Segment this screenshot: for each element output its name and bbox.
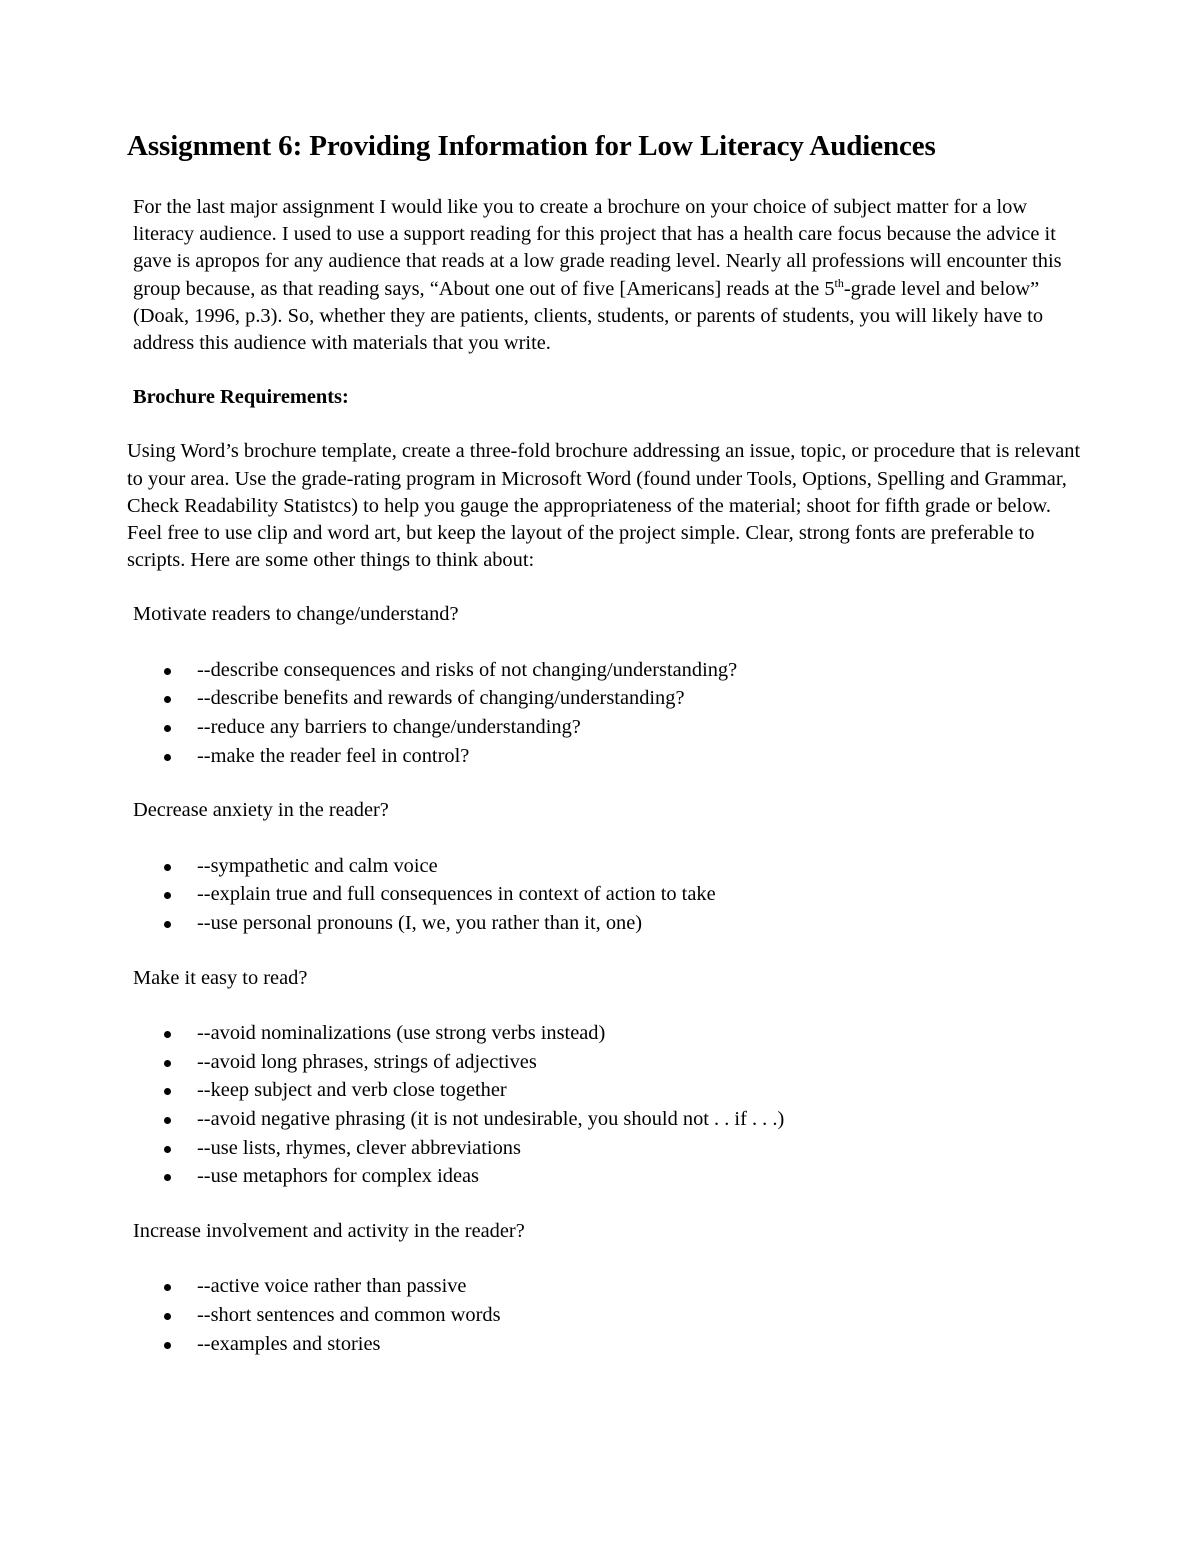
list-item-text: --avoid negative phrasing (it is not undesirable, you should not . . if . . .) [197,1108,785,1131]
list-item [127,1105,1082,1134]
bullet-icon [164,668,171,675]
list-item [127,1162,1082,1191]
list-item [127,1272,1082,1301]
list-item [127,1134,1082,1163]
section-list-motivate [127,656,1082,771]
requirements-paragraph: Using Word’s brochure template, create a three-fold brochure addressing an issue, topic, or procedure that is relevant to your area. Use the grade-rating program in Microsoft Word (found under Tools, Options, Spelling and Grammar, Check Readability Statistcs) to help you gauge the appropriateness of the material; shoot for fifth grade or below. Feel free to use clip and word art, but keep the layout of the project simple. Clear, strong fonts are preferable to scripts. Here are some other things to think about: [127,440,1081,572]
bullet-icon [164,725,171,732]
bullet-icon [164,1342,171,1349]
list-item-text: --avoid nominalizations (use strong verbs instead) [197,1021,606,1044]
list-item [127,1048,1082,1077]
intro-superscript: th [834,275,844,290]
list-item-text: --use metaphors for complex ideas [197,1165,479,1188]
list-item [127,713,1082,742]
list-item-text: --sympathetic and calm voice [197,854,438,877]
section-list-anxiety [127,852,1082,938]
list-item-text: --active voice rather than passive [197,1275,467,1298]
list-item-text: --describe benefits and rewards of changing/understanding? [197,687,685,710]
bullet-icon [164,1117,171,1124]
section-heading-anxiety: Decrease anxiety in the reader? [133,799,389,822]
list-item [127,1076,1082,1105]
bullet-icon [164,1284,171,1291]
list-item [127,656,1082,685]
list-item [127,909,1082,938]
list-item [127,684,1082,713]
intro-text-before: For the last major assignment I would like you to create a brochure on your choice of subject matter for a low literacy audience. I used to use a support reading for this project that has a health care focus because the advice it gave is apropos for any audience that reads at a low grade reading level. Nearly all professions will encounter this group because, as that reading says, “About one out of five [Americans] reads at the 5 [133,196,1062,300]
bullet-icon [164,1060,171,1067]
bullet-icon [164,1146,171,1153]
bullet-icon [164,1174,171,1181]
bullet-icon [164,754,171,761]
list-item-text: --make the reader feel in control? [197,744,470,767]
section-heading-easy-to-read: Make it easy to read? [133,966,308,989]
document-title: Assignment 6: Providing Information for Low Literacy Audiences [127,130,936,162]
list-item-text: --avoid long phrases, strings of adjectives [197,1050,537,1073]
intro-text-after: -grade level and below” (Doak, 1996, p.3). So, whether they are patients, clients, students, or parents of students, you will likely have to address this audience with materials that you write. [133,277,1044,355]
section-heading-motivate: Motivate readers to change/understand? [133,603,459,626]
list-item-text: --use lists, rhymes, clever abbreviations [197,1136,521,1159]
section-list-easy-to-read [127,1019,1082,1191]
bullet-icon [164,892,171,899]
list-item [127,852,1082,881]
list-item-text: --use personal pronouns (I, we, you rather than it, one) [197,912,643,935]
bullet-icon [164,1313,171,1320]
list-item [127,1019,1082,1048]
bullet-icon [164,1031,171,1038]
bullet-icon [164,921,171,928]
list-item [127,880,1082,909]
list-item-text: --reduce any barriers to change/understanding? [197,716,581,739]
list-item-text: --describe consequences and risks of not changing/understanding? [197,658,738,681]
list-item-text: --short sentences and common words [197,1304,501,1327]
section-list-involvement [127,1272,1082,1358]
bullet-icon [164,696,171,703]
brochure-requirements-heading: Brochure Requirements: [133,386,349,409]
list-item [127,1301,1082,1330]
list-item [127,742,1082,771]
list-item-text: --examples and stories [197,1332,381,1355]
list-item-text: --keep subject and verb close together [197,1079,507,1102]
bullet-icon [164,864,171,871]
intro-paragraph [127,194,1082,357]
list-item [127,1330,1082,1359]
list-item-text: --explain true and full consequences in context of action to take [197,883,716,906]
document-content [127,126,1082,1359]
bullet-icon [164,1088,171,1095]
section-heading-involvement: Increase involvement and activity in the reader? [133,1220,525,1243]
